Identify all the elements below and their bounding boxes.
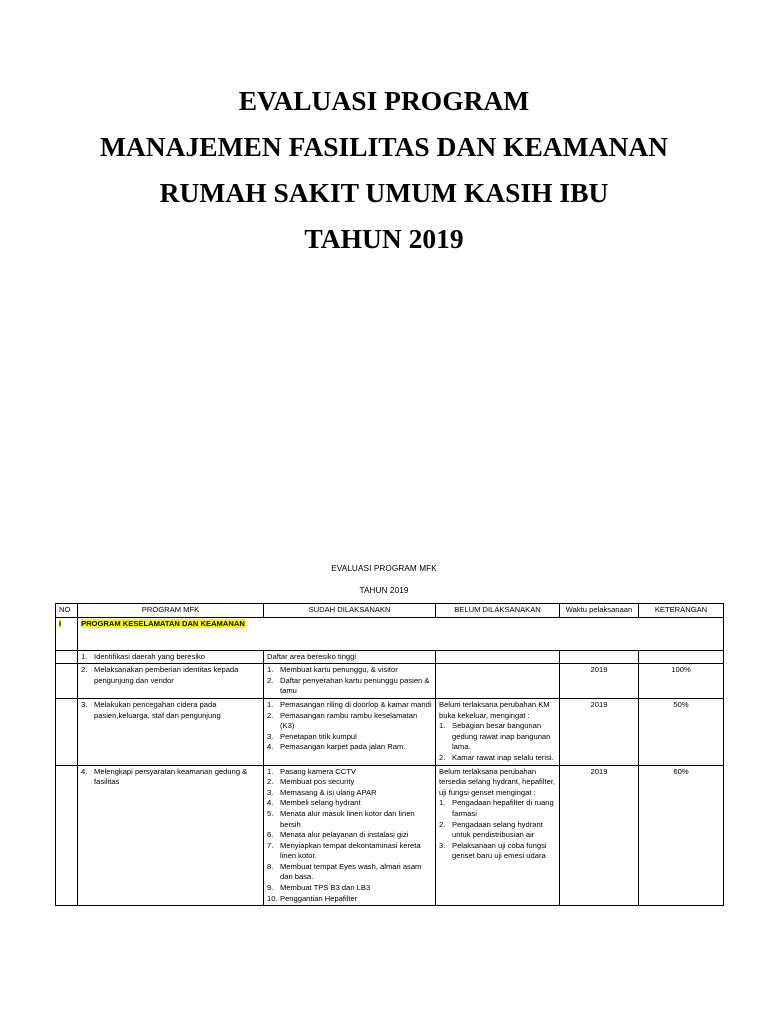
program-number: 4. [81, 766, 88, 776]
list-item-text: Membuat TPS B3 dan LB3 [280, 883, 371, 893]
row-no-cell [56, 650, 78, 664]
section-row [56, 617, 724, 650]
list-item [267, 767, 432, 778]
table-row [56, 664, 724, 699]
table-year: TAHUN 2019 [359, 586, 409, 595]
list-item-text: Menata alur masuk linen kotor dan linen bersih [280, 808, 415, 829]
program-item [81, 665, 260, 686]
list-item [267, 841, 432, 862]
list-item [267, 665, 432, 676]
list-item-text: Memasang & isi ulang APAR [280, 787, 377, 797]
list-item-number: 10. [267, 893, 278, 903]
header-no: NO [56, 604, 78, 618]
section-label: PROGRAM KESELAMATAN DAN KEAMANAN [78, 617, 724, 650]
belum-cell [436, 698, 560, 765]
numbered-list [439, 721, 556, 763]
header-belum: BELUM DILAKSANAKAN [436, 604, 560, 618]
program-text: Identifikasi daerah yang beresiko [94, 651, 206, 661]
list-item-text: Penggantian Hepafilter [280, 893, 358, 903]
list-item-text: Menyiapkan tempat dekontaminasi kereta linen kotor. [280, 840, 421, 861]
list-item-text: Membeli selang hydrant [280, 798, 361, 808]
title-line-1: EVALUASI PROGRAM [238, 85, 530, 116]
list-item-number: 4. [267, 742, 274, 752]
list-item [267, 809, 432, 830]
waktu-cell: 2019 [560, 765, 639, 906]
list-item-number: 1. [267, 665, 274, 675]
belum-cell [436, 664, 560, 699]
list-item-text: Sebagian besar bangunan gedung rawat inap bangunan lama. [452, 721, 551, 752]
row-no-cell [56, 698, 78, 765]
header-sudah: SUDAH DILAKSANAKN [264, 604, 436, 618]
section-number: I [56, 617, 78, 650]
list-item [439, 841, 556, 862]
numbered-list [267, 767, 432, 905]
program-cell [78, 664, 264, 699]
title-line-4: TAHUN 2019 [304, 223, 464, 254]
title-line-3: RUMAH SAKIT UMUM KASIH IBU [159, 177, 609, 208]
list-item-text: Pelaksanaan uji coba fungsi genset baru uji emesi udara [452, 840, 547, 861]
list-item-number: 1. [267, 766, 274, 776]
evaluation-table [55, 603, 724, 906]
row-no-cell [56, 664, 78, 699]
numbered-list [267, 665, 432, 697]
keterangan-cell [639, 650, 724, 664]
list-item-number: 5. [267, 808, 274, 818]
keterangan-cell: 50% [639, 698, 724, 765]
program-cell [78, 650, 264, 664]
list-item-number: 7. [267, 840, 274, 850]
list-item-number: 1. [267, 699, 274, 709]
waktu-cell [560, 650, 639, 664]
list-item [267, 676, 432, 697]
sudah-cell [264, 664, 436, 699]
table-title: EVALUASI PROGRAM MFK [331, 564, 437, 573]
sudah-cell [264, 765, 436, 906]
sudah-cell [264, 698, 436, 765]
list-item-number: 3. [267, 731, 274, 741]
sudah-cell [264, 650, 436, 664]
list-item-text: Pengadaan selang hydrant untuk pendistribusian air [452, 819, 543, 840]
header-program: PROGRAM MFK [78, 604, 264, 618]
list-item-text: Daftar penyerahan kartu penunggu pasien & tamu [280, 675, 430, 696]
list-item [81, 700, 260, 721]
list-item-text: Pemasangan karpet pada jalan Ram. [280, 742, 406, 752]
list-item [439, 798, 556, 819]
program-text: Melengkapi persyaratan keamanan gedung & fasilitas [94, 766, 248, 787]
program-number: 1. [81, 651, 88, 661]
list-item-number: 8. [267, 861, 274, 871]
list-item-text: Kamar rawat inap selalu terisi. [452, 752, 554, 762]
numbered-list [439, 798, 556, 862]
program-item [81, 700, 260, 721]
keterangan-cell: 60% [639, 765, 724, 906]
table-row [56, 698, 724, 765]
waktu-cell: 2019 [560, 698, 639, 765]
list-item [267, 894, 432, 905]
list-item [267, 711, 432, 732]
waktu-cell: 2019 [560, 664, 639, 699]
belum-intro: Belum terlaksana perubahan tersedia selang hydrant, hepafilter, uji fungsi genset mengingat : [439, 766, 556, 797]
list-item-text: Membuat kartu penunggu, & visitor [280, 665, 398, 675]
list-item [267, 830, 432, 841]
list-item-number: 2. [439, 819, 446, 829]
list-item [267, 798, 432, 809]
list-item-number: 1. [439, 798, 446, 808]
list-item [267, 742, 432, 753]
list-item-number: 2. [267, 710, 274, 720]
row-no-cell [56, 765, 78, 906]
title-line-2: MANAJEMEN FASILITAS DAN KEAMANAN [99, 131, 669, 162]
list-item [81, 767, 260, 788]
program-cell [78, 698, 264, 765]
list-item-number: 3. [267, 787, 274, 797]
table-row [56, 650, 724, 664]
list-item [267, 883, 432, 894]
program-number: 3. [81, 699, 88, 709]
list-item-number: 2. [267, 675, 274, 685]
program-text: Melaksanakan pemberian identitas kepada pengunjung dan vendor [94, 665, 239, 685]
program-number: 2. [81, 665, 88, 675]
list-item-number: 6. [267, 830, 274, 840]
list-item-number: 4. [267, 798, 274, 808]
list-item-number: 9. [267, 883, 274, 893]
list-item-text: Pengadaan hepafilter di ruang farmasi [452, 798, 554, 818]
sudah-text: Daftar area beresiko tinggi [267, 651, 357, 661]
list-item [81, 665, 260, 686]
belum-intro: Belum terlaksana perubahan KM buka kekeluar, mengingat : [439, 699, 550, 720]
list-item-text: Menata alur pelayanan di instalasi gizi [280, 830, 409, 840]
document-title [0, 78, 768, 262]
header-keterangan: KETERANGAN [639, 604, 724, 618]
list-item-text: Membuat tempat Eyes wash, almari asam dan basa. [280, 861, 422, 882]
list-item [267, 862, 432, 883]
list-item-text: Penetapan titik kumpul [280, 731, 357, 741]
list-item-text: Pemasangan riling di doorlop & kamar mandi [280, 699, 432, 709]
list-item-number: 2. [267, 777, 274, 787]
program-item [81, 767, 260, 788]
belum-cell [436, 765, 560, 906]
program-item [81, 652, 260, 663]
list-item [439, 753, 556, 764]
list-item-number: 2. [439, 752, 446, 762]
table-header-row [56, 604, 724, 618]
list-item-number: 1. [439, 721, 446, 731]
numbered-list [267, 700, 432, 753]
list-item [439, 820, 556, 841]
list-item [267, 777, 432, 788]
list-item-number: 3. [439, 840, 446, 850]
list-item [439, 721, 556, 753]
table-row [56, 765, 724, 906]
list-item-text: Pemasangan rambu rambu keselamatan (K3) [280, 710, 418, 731]
list-item [267, 732, 432, 743]
list-item-text: Membuat pos security [280, 777, 355, 787]
list-item [267, 700, 432, 711]
keterangan-cell: 100% [639, 664, 724, 699]
list-item-text: Pasang kamera CCTV [280, 766, 356, 776]
program-text: Melakukan pencegahan cidera pada pasien,keluarga, staf dan pengunjung [94, 699, 221, 720]
program-cell [78, 765, 264, 906]
list-item [267, 788, 432, 799]
belum-cell [436, 650, 560, 664]
list-item [81, 652, 260, 663]
header-waktu: Waktu pelaksanaan [560, 604, 639, 618]
